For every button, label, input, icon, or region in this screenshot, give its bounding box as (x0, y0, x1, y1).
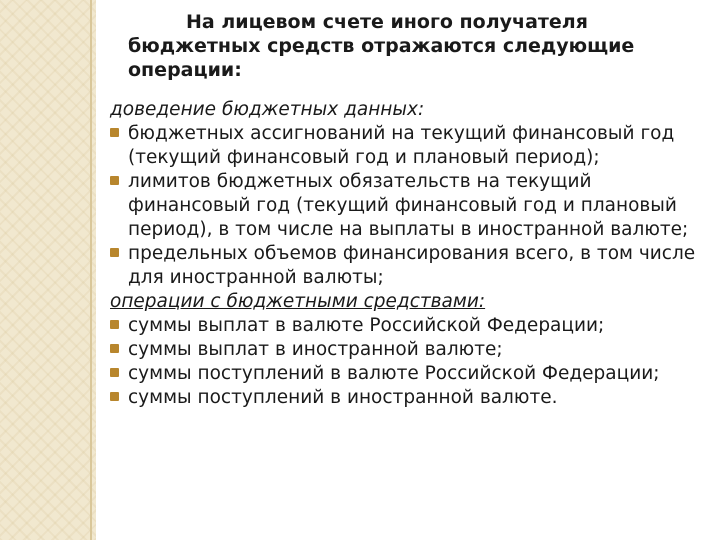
square-bullet-icon (110, 392, 119, 401)
list-item-text: лимитов бюджетных обязательств на текущий финансовый год (текущий финансовый год и плановый период), в том числе на выплаты в иностранной валюте; (128, 171, 689, 240)
list-item-text: бюджетных ассигнований на текущий финансовый год (текущий финансовый год и плановый период); (128, 123, 675, 168)
square-bullet-icon (110, 248, 119, 257)
list-item (110, 362, 710, 386)
square-bullet-icon (110, 344, 119, 353)
list-item (110, 170, 710, 242)
square-bullet-icon (110, 320, 119, 329)
slide-title: На лицевом счете иного получателя бюджетных средств отражаются следующие операции: (128, 11, 635, 81)
section-heading-budget-operations: операции с бюджетными средствами: (110, 291, 486, 312)
slide-content (110, 10, 710, 410)
decorative-side-strip (0, 0, 96, 540)
square-bullet-icon (110, 368, 119, 377)
budget-operations-list (110, 314, 710, 410)
list-item-text: предельных объемов финансирования всего, в том числе для иностранной валюты; (128, 243, 696, 288)
section-heading-budget-data: доведение бюджетных данных: (110, 99, 425, 120)
decorative-divider (90, 0, 92, 540)
square-bullet-icon (110, 176, 119, 185)
list-item-text: суммы поступлений в иностранной валюте. (128, 387, 558, 408)
square-bullet-icon (110, 128, 119, 137)
list-item (110, 314, 710, 338)
list-item (110, 386, 710, 410)
list-item (110, 122, 710, 170)
list-item (110, 338, 710, 362)
list-item-text: суммы выплат в иностранной валюте; (128, 339, 503, 360)
list-item-text: суммы поступлений в валюте Российской Федерации; (128, 363, 660, 384)
list-item-text: суммы выплат в валюте Российской Федерации; (128, 315, 605, 336)
list-item (110, 242, 710, 290)
budget-data-list (110, 122, 710, 290)
